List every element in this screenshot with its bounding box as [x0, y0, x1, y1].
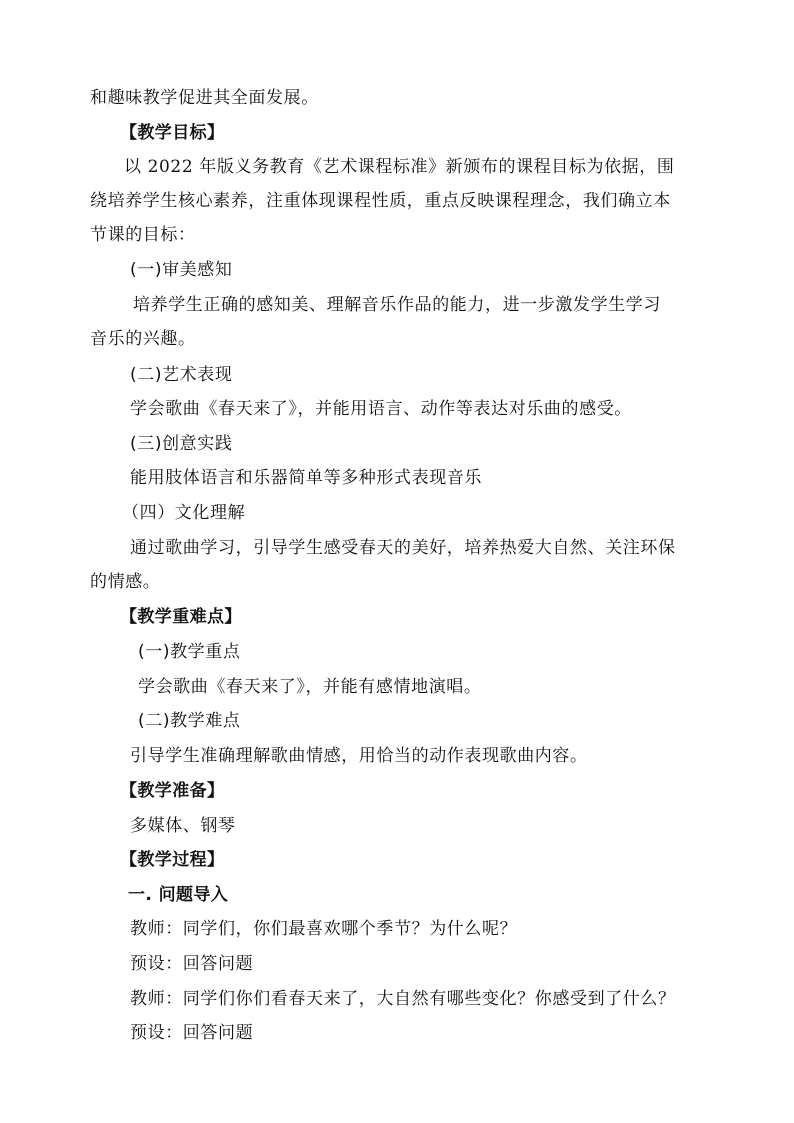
- section-heading-key-points: 【教学重难点】: [120, 607, 242, 627]
- paragraph-line: 学会歌曲《春天来了》，并能用语言、动作等表达对乐曲的感受。: [130, 399, 632, 419]
- paragraph-line: 预设：回答问题: [130, 1023, 254, 1043]
- subheading-aesthetic-perception: (一)审美感知: [130, 260, 233, 280]
- section-heading-preparation: 【教学准备】: [120, 781, 225, 801]
- subheading-teaching-focus: (一)教学重点: [138, 642, 241, 662]
- section-heading-process: 【教学过程】: [120, 850, 225, 870]
- paragraph-line: 教师：同学们，你们最喜欢哪个季节？为什么呢？: [130, 919, 518, 939]
- subheading-creative-practice: (三)创意实践: [130, 434, 233, 454]
- step-heading-question-intro: 一. 问题导入: [128, 885, 229, 905]
- paragraph-line: 节课的目标：: [90, 225, 196, 245]
- paragraph-line: 培养学生正确的感知美、理解音乐作品的能力，进一步激发学生学习: [133, 295, 661, 315]
- subheading-artistic-expression: (二)艺术表现: [130, 365, 233, 385]
- paragraph-line: 的情感。: [90, 572, 161, 592]
- subheading-teaching-difficulty: (二)教学难点: [138, 711, 241, 731]
- paragraph-line: 以 2022 年版义务教育《艺术课程标准》新颁布的课程目标为依据，围: [124, 157, 675, 177]
- paragraph-line: 和趣味教学促进其全面发展。: [90, 88, 319, 108]
- paragraph-line: 音乐的兴趣。: [90, 329, 196, 349]
- paragraph-line: 预设：回答问题: [130, 954, 254, 974]
- paragraph-line: 教师：同学们你们看春天来了，大自然有哪些变化？你感受到了什么？: [130, 989, 676, 1009]
- subheading-cultural-understanding: （四）文化理解: [122, 503, 246, 523]
- paragraph-line: 多媒体、钢琴: [130, 816, 236, 836]
- paragraph-line: 引导学生准确理解歌曲情感，用恰当的动作表现歌曲内容。: [130, 746, 588, 766]
- paragraph-line: 能用肢体语言和乐器简单等多种形式表现音乐: [130, 468, 482, 488]
- paragraph-line: 学会歌曲《春天来了》，并能有感情地演唱。: [138, 677, 482, 697]
- section-heading-teaching-goals: 【教学目标】: [120, 123, 225, 143]
- paragraph-line: 通过歌曲学习，引导学生感受春天的美好，培养热爱大自然、关注环保: [130, 538, 676, 558]
- paragraph-line: 绕培养学生核心素养，注重体现课程性质，重点反映课程理念，我们确立本: [90, 191, 671, 211]
